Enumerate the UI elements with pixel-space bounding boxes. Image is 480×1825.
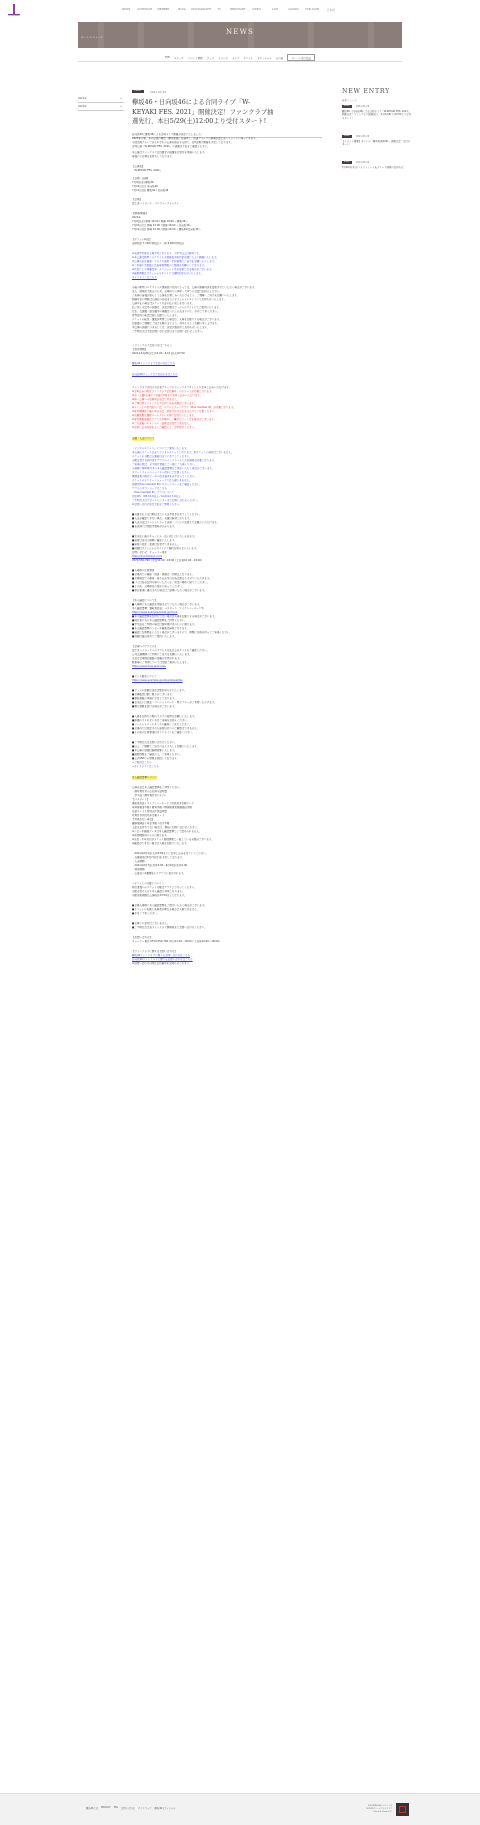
sidebar-title: NEW ENTRY: [342, 88, 391, 95]
article-text: 7月11日(日) 開場 14:00 / 開演 16:30 ＜欅坂46/日向坂46＞: [132, 228, 201, 231]
copy-line: 2021年欅坂46公式サイトは: [367, 1805, 392, 1807]
article-link[interactable]: 日向坂46ファンクラブ会員の方はこちら: [132, 373, 178, 376]
article-text: ■入金方法はクレジットカード決済・コンビニ決済よりお選びいただけます。: [132, 521, 220, 524]
article-text: ■最新情報をご確認の上、ご来場ください。: [132, 753, 182, 756]
footer-link[interactable]: PRIVACY: [101, 1806, 111, 1809]
article-text: スマートフォンのバッテリー切れにご注意ください。: [132, 471, 192, 474]
category-item[interactable]: イベント情報: [187, 56, 203, 60]
entry-title: 欅坂46・日向坂46による合同ライブ「W-KEYAKI FES. 2021」開催決定！ファンクラブ抽選先行、本日5/29(土)12:00より受付スタート！: [342, 109, 412, 120]
article-text: 身体障害者手帳 / 療育手帳 / 精神障害者保健福祉手帳: [132, 806, 192, 809]
site-footer: [0, 1793, 480, 1825]
article-text: ※チケットの受け取りには、スマートフォンアプリ「Plus member ID」が必要となります。: [132, 406, 236, 409]
article-text: ・2021年6月7日(月)15:00〜6月10日(木)21:00: [132, 864, 188, 867]
article-text: ■会場内での撮影・録音・録画は一切禁止となります。: [132, 573, 195, 576]
article-text: ・発券期間: [132, 868, 145, 871]
article-text: ■詳細は後日改めてご案内いたします。: [132, 635, 177, 638]
article-text: ■会場販売は数に限りがございます。: [132, 693, 175, 696]
article-text: ご来場の際は、必ず同行者様とご一緒にご入場ください。: [132, 463, 198, 466]
article-text: 上記をお持ちでない場合は、事前にお問い合わせください。: [132, 826, 200, 829]
article-text: 【日程・出演】: [132, 177, 150, 180]
article-text: ■事前通販の実施も予定しております。: [132, 697, 177, 700]
article-text: 公演当日は本人確認書類をご持参ください。: [132, 786, 183, 789]
category-item[interactable]: TOP: [164, 56, 170, 59]
article-text: チケットの転売・譲渡が判明した場合は、入場をお断りする場合がございます。: [132, 318, 222, 321]
article-text: ※お申込みの際はファンクラブ会員番号・パスワードが必要となります。: [132, 390, 214, 393]
category-item[interactable]: チケット: [243, 56, 254, 60]
article-text: ※最新情報はオフィシャルサイトにて随時お知らせいたします。: [132, 272, 204, 275]
article-text: →ご案内はこちら: [132, 761, 152, 764]
article-text: ■入金が確認できない場合、当選は無効となります。: [132, 517, 192, 520]
article-text: 分配を受ける同行者もアプリのインストールと会員登録が必要となります。: [132, 459, 217, 462]
article-text: ※状況により開催内容・スケジュール等が変更となる場合がございます。: [132, 268, 214, 271]
entry-badge: EVENT: [344, 105, 351, 108]
article-text: ■入場時に本人確認を実施させていただく場合がございます。: [132, 603, 202, 606]
article-link[interactable]: 欅坂46ファンクラブ会員の方はこちら: [132, 362, 176, 365]
plus-icon: +: [119, 105, 122, 108]
article-text: 2021年: [132, 216, 141, 219]
category-item[interactable]: リリース: [218, 56, 228, 60]
article-text: 【公演名】: [132, 165, 145, 168]
category-item[interactable]: ライブ: [231, 56, 240, 60]
article-text: 公演中止の場合はチケット代金の払い戻しを行います。: [132, 302, 195, 305]
footer-link[interactable]: 欅坂46オフィシャル: [154, 1807, 176, 1810]
article-text: ※ご来場のお客様には来場者情報のご登録をお願いしております。: [132, 264, 207, 267]
article-text: 皆様のご応募をお待ちしております。: [132, 155, 175, 158]
article-text: ※ご同行者もファンクラブ会員である必要がございます。: [132, 402, 197, 405]
article-text: 【受付期間】: [132, 348, 148, 351]
article-date: 2021.03.24: [150, 90, 167, 94]
article-text: 【ファンクラブに関するお問い合わせ】: [132, 950, 177, 953]
article-text: ・入金期間: [132, 860, 145, 863]
article-text: ※公演当日は検温・マスクの着用・手指消毒にご協力をお願いいたします。: [132, 260, 217, 263]
article-text: アプリのダウンロードはこちら: [132, 487, 167, 490]
article-text: ■当選された方は期日までに入金手続きを完了してください。: [132, 513, 202, 516]
article-text: ※お申し込み内容をよくご確認の上、お手続きください。: [132, 426, 197, 429]
footer-link[interactable]: サイトマップ: [137, 1807, 152, 1810]
article-text: ■同行者の方も本人確認書類をご持参ください。: [132, 619, 187, 622]
article-text: ※受付期間終了後の申込みは一切受け付けられませんのでご注意ください。: [132, 410, 217, 413]
article-text: ※お問い合わせの際は会員番号をお知らせください。: [132, 962, 192, 965]
plus-icon: +: [119, 97, 122, 100]
article-text: 公共交通機関のご利用にご協力をお願いいたします。: [132, 653, 192, 656]
article-text: ＜チケットの分配について＞: [132, 882, 165, 885]
nav-item[interactable]: SCHEDULE: [137, 8, 153, 11]
article-text: ■本人確認書類をお持ちでない場合は入場をお断りする場合がございます。: [132, 615, 217, 618]
year-item[interactable]: [78, 103, 124, 111]
article-text: ※有効期限内のものに限ります。: [132, 834, 169, 837]
article-text: ■ご不明な点はお問い合わせください。: [132, 741, 177, 744]
article-text: 0570-550-799（平日11:00〜18:00 / 土日祝10:00〜18:00）: [132, 559, 204, 562]
article-title: [132, 98, 322, 127]
copy-line: 2020年のサービスとなります: [366, 1807, 392, 1810]
article-text: ご不明な点は下記お問い合わせ窓口までお問い合わせください。: [132, 330, 205, 333]
article-text: 日向坂46と欅坂46による合同ライブ開催が決定いたしました！: [132, 133, 204, 136]
category-nav: [78, 54, 402, 61]
category-item[interactable]: グッズ: [206, 56, 215, 60]
article-text: 機種変更の際はデータの引き継ぎを必ず行ってください。: [132, 475, 198, 478]
article-text: ■その他、会場係員の指示に従ってください。: [132, 585, 185, 588]
title-line: 選先行、本日5/29(土)12:00より受付スタート!: [132, 118, 267, 126]
footer-links: [86, 1806, 176, 1810]
year-label: 2020年: [78, 105, 87, 108]
article-text: 全席指定 7,700円(税込) / 一般 6,600円(税込): [132, 242, 185, 245]
category-item[interactable]: その他: [275, 56, 284, 60]
article-text: 「W-KEYAKI FES. 2021」: [132, 169, 163, 172]
article-text: 富士急ハイランド・コニファーフォレスト: [132, 202, 180, 205]
article-text: 【開場/開演】: [132, 212, 148, 215]
article-link[interactable]: https://kyodotokyo.com/: [132, 555, 163, 558]
nav-item[interactable]: 日本語: [326, 9, 335, 12]
title-line: KEYAKI FES. 2021」開催決定！ファンクラブ抽: [132, 108, 274, 116]
global-nav: [117, 8, 340, 12]
article-text: お客様のご理解とご協力を賜りますよう、何卒よろしくお願い申し上げます。: [132, 322, 220, 325]
article-text: 入場時に顔写真付きの本人確認書類をご提示いただく場合がございます。: [132, 467, 215, 470]
article-text: ■以上、ご理解とご協力のほどよろしくお願いいたします。: [132, 745, 200, 748]
article-text: ■本公演の詳細は随時更新いたします。: [132, 749, 177, 752]
article-text: 詳細はPlus member IDのサポートページをご確認ください。: [132, 483, 202, 486]
article-text: 【写真がない場合】: [132, 818, 155, 821]
title-line: 欅坂46・日向坂46による合同ライブ「W-: [132, 99, 251, 106]
footer-link[interactable]: 欅坂46とは: [86, 1807, 99, 1810]
article-text: 分配可能期限は公演前日23:59までとなります。: [132, 894, 187, 897]
article-text: ※ご入金後のキャンセル・変更はお受けできません。: [132, 422, 192, 425]
nav-item[interactable]: BLOG: [178, 8, 186, 11]
article-text: ※未就学児童は入場不可となります。小学生以上は有料です。: [132, 252, 202, 255]
article-text: ■各決済には別途手数料がかかります。: [132, 525, 177, 528]
article-text: 本公演はファンクラブ会員限定の抽選先行受付を実施いたします。: [132, 151, 207, 154]
category-item[interactable]: メディア: [173, 56, 184, 60]
article-text: 駐車場のご利用については別途ご案内いたします。: [132, 661, 190, 664]
article-text: 開催可否の判断は公演日の前日までにオフィシャルサイトにてお知らせいたします。: [132, 298, 227, 301]
article-text: 2021年の夏、あの伝説の舞台「欅共和国」を継承し、坂道グループの祭典が富士急ハイランドに帰ってきます。: [132, 137, 258, 140]
entry-badge: EVENT: [344, 135, 351, 138]
article-text: ■チケットの名義と来場者が異なる場合は入場できません。: [132, 908, 200, 911]
article-text: ※お一人様1公演につき最大2枚までお申し込みいただけます。: [132, 394, 203, 397]
article-text: 富士急ハイランドへのアクセス方法は公式サイトをご確認ください。: [132, 649, 210, 652]
site-header: [0, 0, 480, 20]
article-text: 【会場】: [132, 198, 143, 201]
article-text: ご来場の皆様が安心して公演をお楽しみいただけるよう、ご理解・ご協力をお願いいたします。: [132, 294, 240, 297]
article-text: 【チケット料金】: [132, 238, 152, 241]
article-text: 当日は会場周辺道路の混雑が予想されます。: [132, 657, 182, 660]
article-text: 2021年5月29日(土)12:00〜6月1日(火)23:59: [132, 352, 185, 355]
article-text: ■本人確認書類のコピーや画像は無効となります。: [132, 627, 190, 630]
article-text: ■ご不明な点は各ファンクラブ事務局までお問い合わせください。: [132, 926, 207, 929]
sponsor-logo[interactable]: [396, 1803, 409, 1816]
nav-item[interactable]: GOODS: [288, 8, 299, 11]
nav-item[interactable]: VIDEO: [252, 8, 261, 11]
category-item[interactable]: オフィシャル: [257, 56, 272, 60]
article-text: キョードー東京 0570-550-799 (平日11:00〜18:00 / 土日祝10:00〜18:00): [132, 940, 220, 943]
article-text: ■ゴミは各自お持ち帰りいただくか、所定の場所に捨ててください。: [132, 581, 210, 584]
article-text: 今後の新型コロナウイルス感染症の状況によっては、公演の開催内容を変更させていただく場合がございます。: [132, 286, 257, 289]
article-text: 「デジタルチケット」についてご案内いたします。: [132, 447, 189, 450]
article-text: ■体調のすぐれない方はご来場をお控えください。: [132, 719, 190, 722]
article-text: ■グッズの詳細は決定次第お知らせいたします。: [132, 689, 187, 692]
article-text: ■入場時の注意事項: [132, 569, 155, 572]
article-text: ※当選結果は登録メールアドレス宛にお送りいたします。: [132, 414, 197, 417]
article-text: チケットのスクリーンショットでは入場できません。: [132, 479, 192, 482]
article-text: ■お支払い後のキャンセル・払い戻しはいたしかねます。: [132, 535, 197, 538]
article-text: ※コピーや画像データは本人確認書類として認められません。: [132, 830, 202, 833]
article-text: 7月9日(金) 欅坂46: [132, 181, 154, 184]
breadcrumb[interactable]: ホーム > ニュース: [81, 36, 103, 39]
article-text: ※同一公演への重複申込みはできません。: [132, 398, 180, 401]
article-text: 在留カード / 特別永住者証明書: [132, 810, 167, 813]
article-text: ■確認にお時間をいただく場合がございますので、時間に余裕を持ってご来場ください。: [132, 631, 232, 634]
article-link[interactable]: ガイドラインはこちら: [132, 276, 157, 279]
article-text: ■予めご了承ください。: [132, 912, 160, 915]
nav-item[interactable]: TV: [217, 8, 222, 11]
article-text: ※本公演は新型コロナウイルス感染症予防対策を講じた上で開催いたします。: [132, 256, 219, 259]
article-text: 払い戻し方法等の詳細は、決定次第オフィシャルサイトにてご案内いたします。: [132, 306, 222, 309]
article-text: ・当選発表は6月7日(月)を予定しております。: [132, 856, 185, 859]
article-text: 今回は両グループがそれぞれの公演を担当する形で、全5日間の開催を予定しております。: [132, 141, 234, 144]
article-text: ■詳細はオフィシャルサイトにて順次お知らせいたします。: [132, 547, 199, 550]
article-text: 合同公演「W-KEYAKI FES. 2021」の詳細は下記をご確認ください。: [132, 145, 210, 148]
sidebar-subtitle: 最新ニュース: [342, 99, 357, 102]
article-text: 健康保険証 / 年金手帳 / 母子手帳: [132, 822, 170, 825]
article-text: ■会場入場時に本人確認書類をご提示いただく場合がございます。: [132, 904, 207, 907]
entry-title: 5月20日(木)オンラインミート＆グリート開催のお知らせ: [342, 165, 404, 169]
article-text: ■購入制限を設ける場合がございます。: [132, 705, 177, 708]
year-item[interactable]: [78, 95, 124, 103]
article-text: ※確認ができない場合は入場をお断りいたします。: [132, 842, 189, 845]
category-badge: EVENT: [132, 90, 144, 93]
entry-title: 【イベント概要】タイトル「欅共和国2021」開催決定！受付スタート！: [342, 139, 411, 147]
article-text: ご不明な点はサポートセンターまでお問い合わせください。: [132, 499, 200, 502]
article-text: ■会場での受付はございません。: [132, 922, 170, 925]
nav-item[interactable]: MERCHANT: [230, 8, 246, 11]
article-link[interactable]: 日向坂46ファンクラブに関するお問い合わせはこちら: [132, 958, 193, 961]
article-text: 【お問い合わせ】: [132, 936, 153, 939]
entry-date: 2021.05.20: [356, 161, 370, 165]
article-text: 分配を受けた方も本人確認の対象となります。: [132, 890, 185, 893]
article-link[interactable]: https://www.example-ticket.jp/check: [132, 611, 178, 614]
article-text: 本公演のチケットは全てデジタルチケットとなります。紙チケットの発券はございません。: [132, 451, 234, 454]
article-text: なお、交通費・宿泊費等の補償はいたしかねますので、予めご了承ください。: [132, 310, 220, 313]
article-text: 本公演の詳細につきましては、決定次第改めてお知らせいたします。: [132, 326, 210, 329]
footer-link[interactable]: FAQ: [113, 1806, 119, 1809]
nav-item[interactable]: FAN CLUB: [305, 8, 319, 11]
page-hero: [78, 22, 402, 48]
article-text: 同行者様へのチケット分配はアプリ上で行ってください。: [132, 886, 197, 889]
article-text: ファンクラブ会員の方は各グループのファンクラブサイトよりお申し込みいただけます。: [132, 386, 232, 389]
article-text: 7月11日(日) 欅坂46 / 日向坂46: [132, 189, 169, 192]
article-text: ■会場内では指定された座席以外でのご観覧はできません。: [132, 727, 200, 730]
article-text: 【本人確認について】: [132, 599, 157, 602]
article-text: ・2021年6月1日(火)23:59までにお申し込みを完了してください。: [132, 852, 209, 855]
footer-copyright: [338, 1805, 392, 1813]
article-text: ■座席の指定・変更はお受けできません。: [132, 543, 180, 546]
article-text: ■グッズ販売について: [132, 675, 157, 678]
article-text: ■ソーシャルディスタンスの確保にご協力ください。: [132, 723, 192, 726]
article-text: ※お問い合わせ先は下記をご参照ください。: [132, 503, 182, 506]
article-link[interactable]: https://www.fujiq.jp/access/: [132, 665, 167, 668]
nav-item[interactable]: NEWS: [122, 8, 131, 11]
article-text: 7月9日(金) 開場 16:00 / 開演 18:00 ＜欅坂46＞: [132, 220, 188, 223]
logo-text: KEYAKIZAKA46: [8, 15, 20, 17]
section-heading: 本人確認書類について: [132, 776, 157, 779]
article-text: 本人確認書類：運転免許証、パスポート、マイナンバーカード等: [132, 607, 204, 610]
article-text: ■公式SNSでも情報を発信しております。: [132, 757, 180, 760]
article-text: ・公演日の1週間前よりアプリに表示されます。: [132, 872, 186, 875]
article-text: 【パスポート】: [132, 798, 150, 801]
site-logo[interactable]: [6, 4, 22, 17]
section-heading: 当選・入金について: [132, 437, 155, 440]
article-text: ＜ファンクラブ会員の方はこちら＞: [132, 344, 172, 347]
article-text: 7月10日(土) 開場 14:00 / 開演 16:00 ＜日向坂46＞: [132, 224, 192, 227]
copy-line: ©Seed & Flower LLC: [372, 1810, 392, 1813]
article-text: 対応OS：iOS 13.0以上 / Android 7.0以上: [132, 495, 181, 498]
article-text: 「Plus member ID」アプリについて: [132, 491, 175, 494]
entry-date: 2021.05.29: [356, 105, 370, 109]
article-text: 写真付き住民基本台帳カード: [132, 814, 165, 817]
nav-item[interactable]: LIVE: [272, 8, 279, 11]
article-text: ■会場周辺での徹夜・座り込み等の行為は禁止とさせていただきます。: [132, 577, 212, 580]
article-link[interactable]: https://www.example-goods.jp/keyakifes: [132, 679, 183, 682]
article-text: ■学生証をご利用の場合は顔写真付きのものに限ります。: [132, 623, 197, 626]
year-label: 2021年: [78, 97, 87, 100]
nav-item[interactable]: DISCOGRAPHY: [191, 8, 212, 11]
article-text: チケットの分配は公演前日までに完了してください。: [132, 455, 192, 458]
article-text: →ガイドラインはこちら: [132, 765, 159, 768]
page-title: NEWS: [225, 28, 255, 36]
article-text: 【会場へのアクセス】: [132, 645, 157, 648]
article-text: ■お支払いは現金・クレジットカード・電子マネーがご利用いただけます。: [132, 701, 217, 704]
entry-date: 2021.05.26: [356, 135, 370, 139]
article-text: ・顔写真付きの公的身分証明書: [132, 790, 168, 793]
member-filter-button[interactable]: メンバー名で絞込: [287, 54, 315, 61]
article-text: ■入場をお待ちの間のマスクの着用をお願いいたします。: [132, 715, 197, 718]
article-text: ■禁止事項に違反された場合はご退場いただく場合がございます。: [132, 589, 207, 592]
article-text: ■座席は当日入場時に確定いたします。: [132, 539, 177, 542]
article-text: また、感染拡大防止のため、会場内での声援・大声での会話はお控えください。: [132, 290, 222, 293]
nav-item[interactable]: MEMBER: [157, 8, 170, 11]
article-text: 7月10日(土) 日向坂46: [132, 185, 158, 188]
footer-link[interactable]: お問い合わせ: [121, 1807, 135, 1810]
article-text: 運転免許証 / マイナンバーカード / 住民基本台帳カード: [132, 802, 194, 805]
article-text: ■その他の注意事項はガイドラインをご確認ください。: [132, 731, 195, 734]
article-text: 営利目的の転売は固くお断りいたします。: [132, 314, 180, 317]
article-text: ※氏名・生年月日がチケット登録情報と一致している必要がございます。: [132, 838, 214, 841]
article-text: ※受付開始直後はアクセスが集中し、繋がりにくくなる場合がございます。: [132, 418, 217, 421]
article-text: お問い合わせ：キョードー東京: [132, 551, 168, 554]
entry-badge: EVENT: [344, 161, 351, 164]
article-text: ・学生証（顔写真付きのもの）: [132, 794, 168, 797]
article-link[interactable]: 欅坂46ファンクラブに関するお問い合わせはこちら: [132, 954, 191, 957]
